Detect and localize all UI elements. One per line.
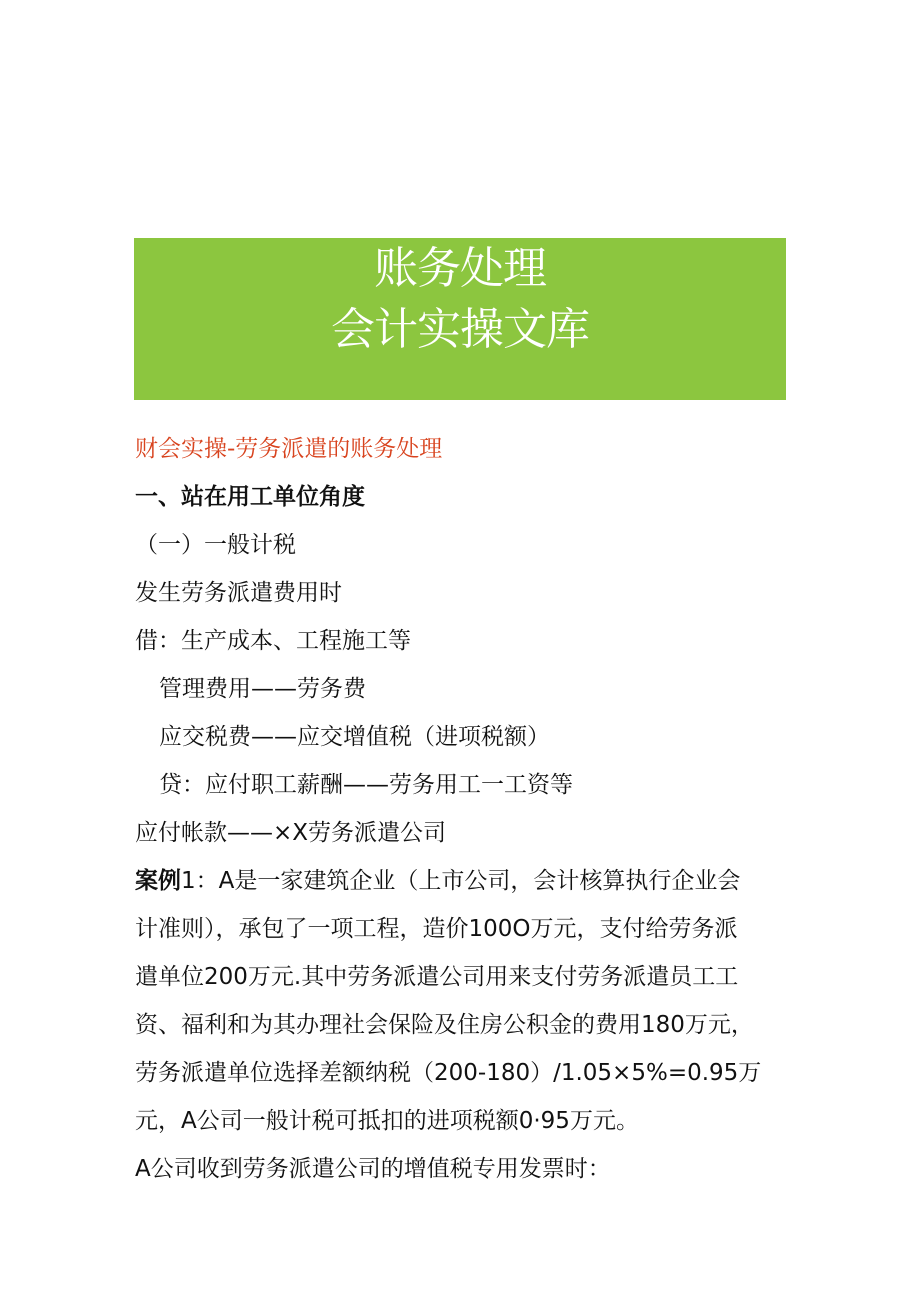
banner-title-line-1: 账务处理 [374, 243, 546, 294]
case-line: 资、福利和为其办理社会保险及住房公积金的费用180万元， [135, 1012, 754, 1038]
article-title: 财会实操-劳务派遣的账务处理 [135, 436, 443, 462]
case-line: 劳务派遣单位选择差额纳税（200-180）/1.05×5%=0.95万 [135, 1060, 762, 1086]
case-line: 遣单位200万元.其中劳务派遣公司用来支付劳务派遣员工工 [135, 964, 739, 990]
journal-debit-line: 管理费用——劳务费 [159, 676, 366, 702]
journal-debit-line: 应交税费——应交增值税（进项税额） [159, 724, 550, 750]
case-line: 元，A公司一般计税可抵扣的进项税额0·95万元。 [135, 1108, 639, 1134]
text-line: 发生劳务派遣费用时 [135, 580, 342, 606]
title-banner [134, 238, 786, 400]
journal-credit-line: 应付帐款——×X劳务派遣公司 [135, 820, 447, 846]
banner-title-line-2: 会计实操文库 [331, 304, 589, 355]
case-line: 计准则），承包了一项工程，造价100O万元，支付给劳务派 [135, 916, 738, 942]
text-line: A公司收到劳务派遣公司的增值税专用发票时： [135, 1156, 611, 1182]
section-heading: 一、站在用工单位角度 [135, 484, 365, 510]
case-label: 案例 [135, 868, 181, 894]
case-paragraph [135, 857, 785, 1145]
case-text: 1：A是一家建筑企业（上市公司，会计核算执行企业会 [181, 868, 741, 894]
journal-credit-line: 贷：应付职工薪酬——劳务用工一工资等 [159, 772, 573, 798]
journal-debit-line: 借：生产成本、工程施工等 [135, 628, 411, 654]
document-body [135, 425, 795, 1193]
subsection-heading: （一）一般计税 [135, 532, 296, 558]
case-line [135, 857, 785, 905]
